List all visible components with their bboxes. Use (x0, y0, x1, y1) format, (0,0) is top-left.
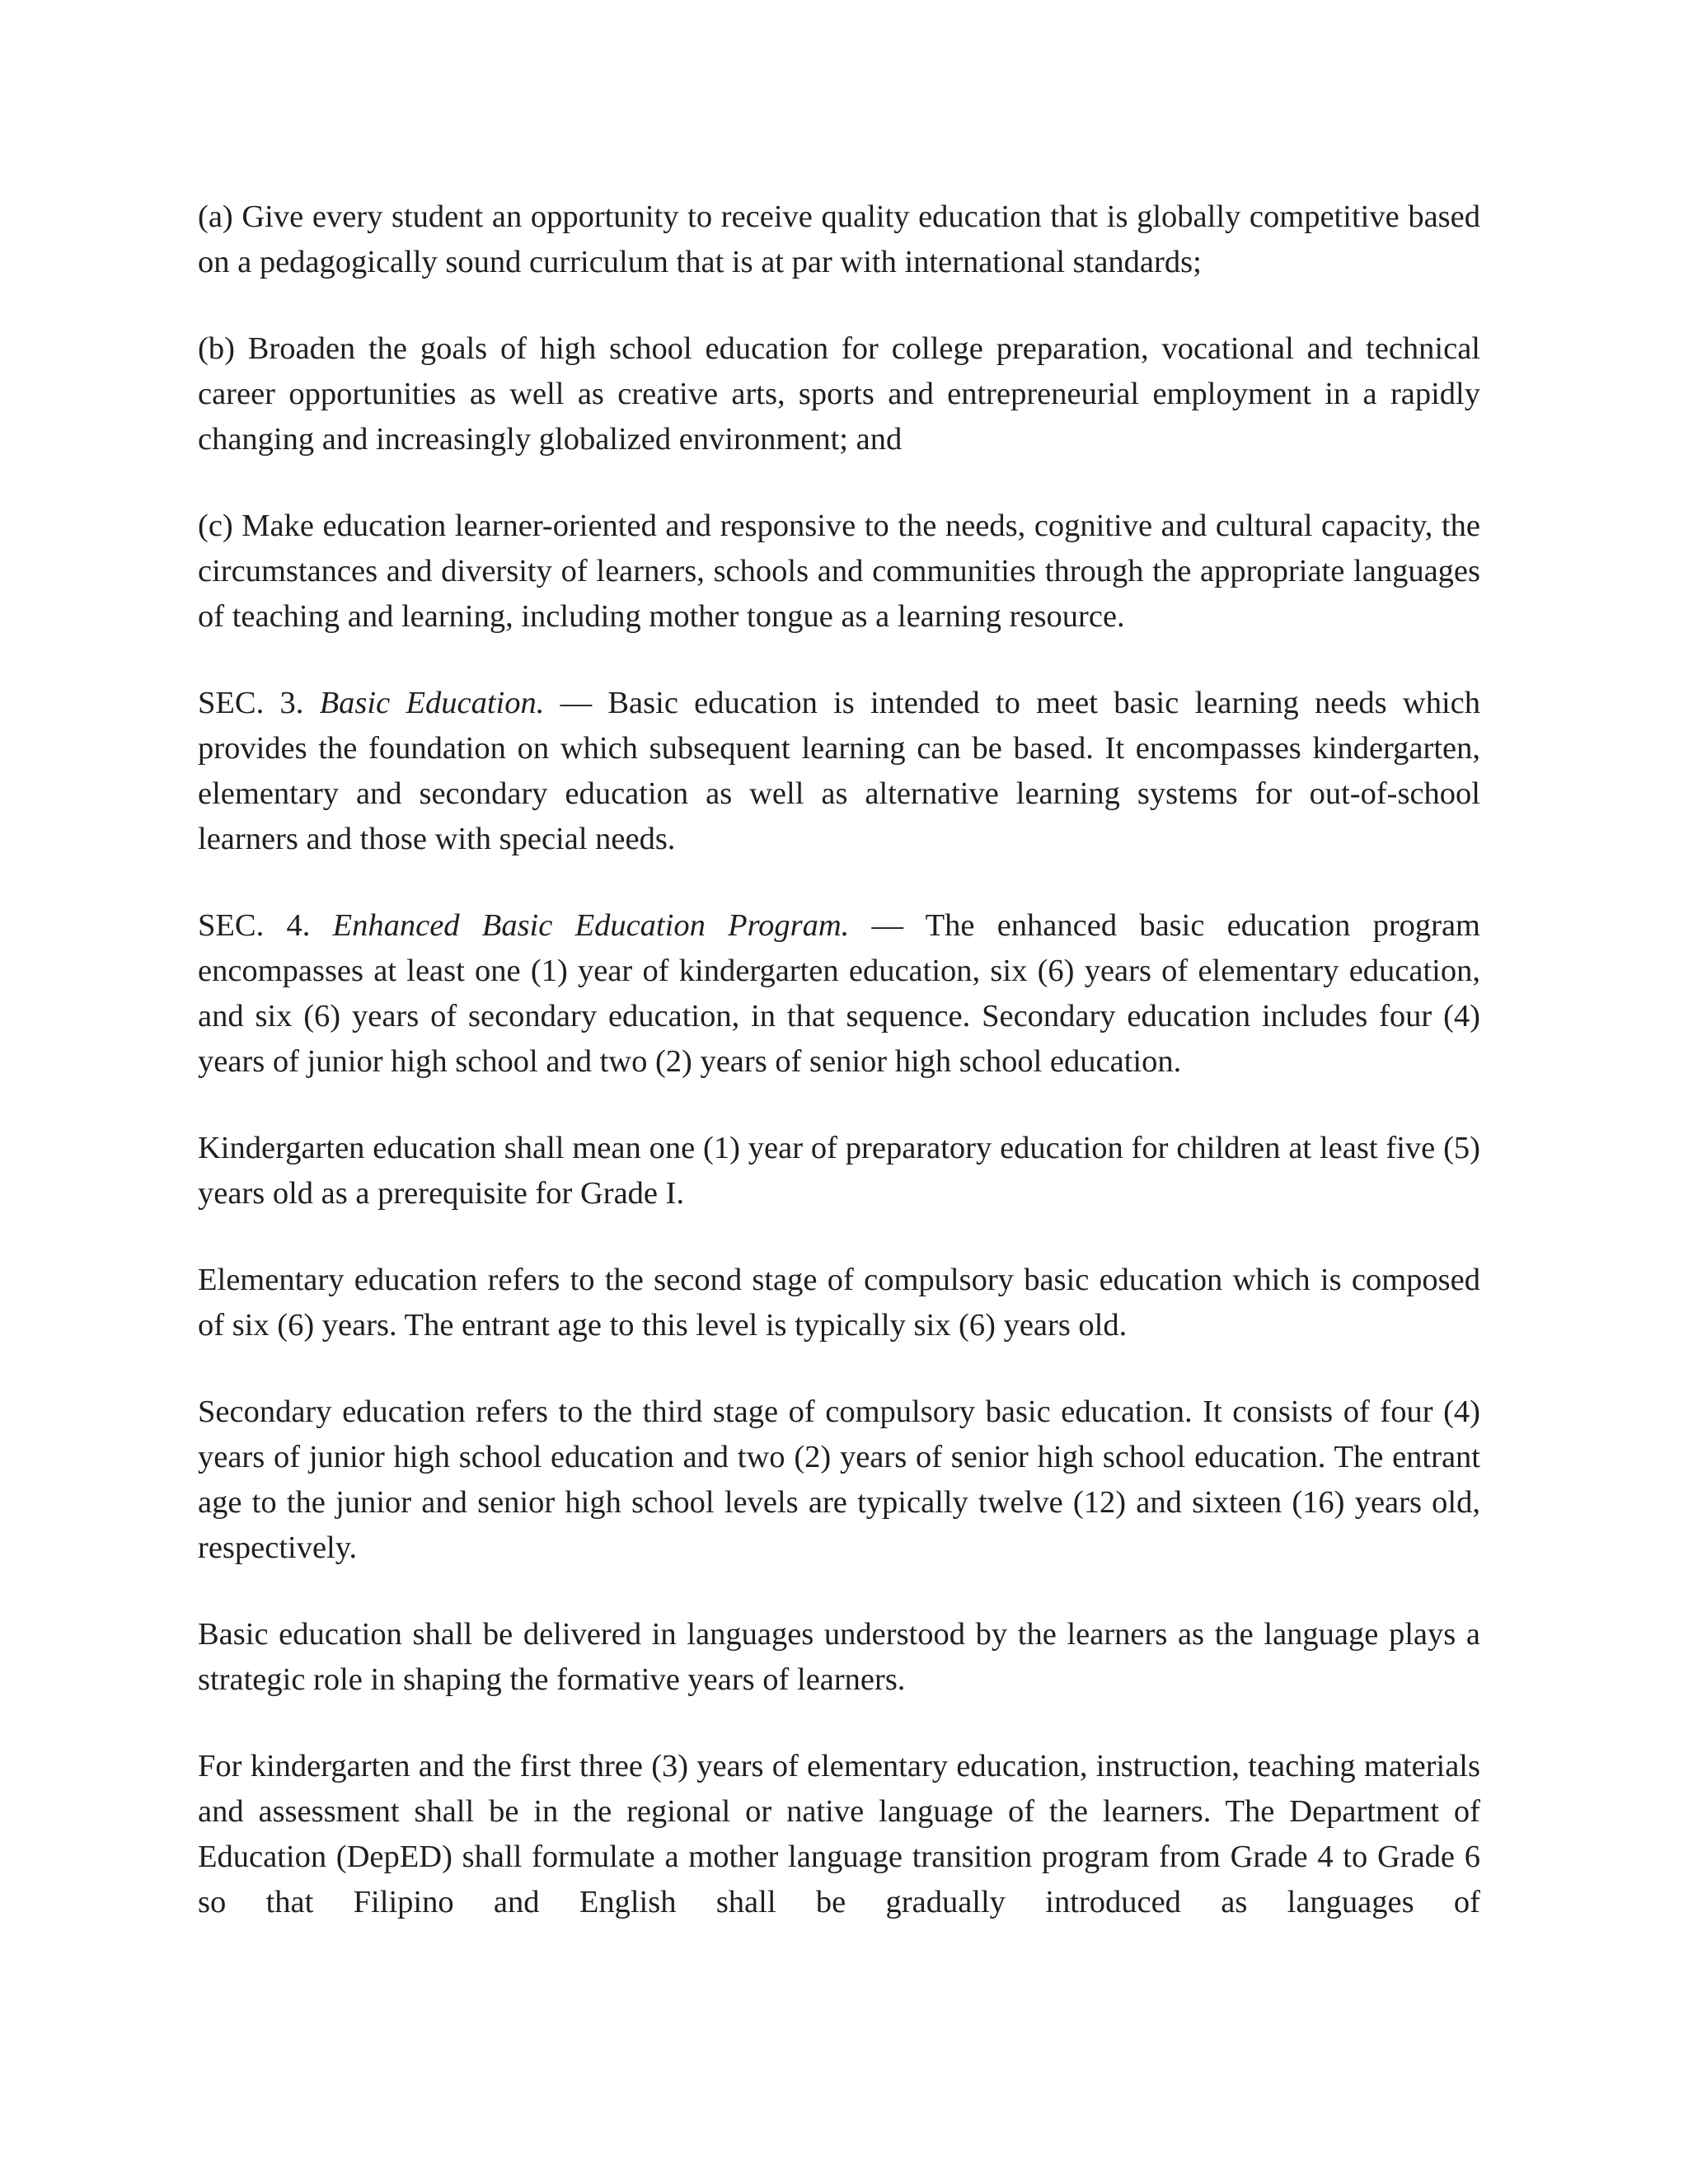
section-3-body: — Basic education is intended to meet basic learning needs which provides the foundation on which subsequent learning can be based. It encompasses kindergarten, elementary and secondary education as well as alternative learning systems for out-of-school learners and those with special needs. (198, 686, 1481, 856)
mother-tongue-paragraph: For kindergarten and the first three (3) years of elementary education, instruction, teaching materials and assessment shall be in the regional or native language of the learners. The Department of Education (DepED) shall formulate a mother language transition program from Grade 4 to Grade 6 so that Filipino and English shall be gradually introduced as languages of (198, 1749, 1480, 1919)
kindergarten-paragraph: Kindergarten education shall mean one (1) year of preparatory education for children at least five (5) years old as a prerequisite for Grade I. (198, 1131, 1480, 1211)
paragraph-c: (c) Make education learner-oriented and responsive to the needs, cognitive and cultural capacity, the circumstances and diversity of learners, schools and communities through the appropriate languages of teaching and learning, including mother tongue as a learning resource. (198, 509, 1480, 634)
section-4-title: Enhanced Basic Education Program. (332, 908, 850, 943)
secondary-paragraph: Secondary education refers to the third stage of compulsory basic education. It consists of four (4) years of junior high school education and two (2) years of senior high school education. The entrant age to the junior and senior high school levels are typically twelve (12) and sixteen (16) years old, respectively. (198, 1394, 1480, 1565)
section-4 (198, 903, 1480, 1085)
paragraph-b: (b) Broaden the goals of high school education for college preparation, vocational and technical career opportunities as well as creative arts, sports and entrepreneurial employment in a rapidly changing and increasingly globalized environment; and (198, 331, 1480, 457)
elementary-paragraph: Elementary education refers to the second stage of compulsory basic education which is composed of six (6) years. The entrant age to this level is typically six (6) years old. (198, 1263, 1480, 1343)
paragraph-a: (a) Give every student an opportunity to receive quality education that is globally competitive based on a pedagogically sound curriculum that is at par with international standards; (198, 199, 1480, 279)
language-paragraph: Basic education shall be delivered in languages understood by the learners as the language plays a strategic role in shaping the formative years of learners. (198, 1617, 1480, 1697)
section-4-prefix: SEC. 4. (198, 908, 333, 943)
section-3-title: Basic Education. (319, 686, 545, 720)
document-body (198, 194, 1480, 1925)
section-3 (198, 681, 1480, 862)
section-4-body: — The enhanced basic education program encompasses at least one (1) year of kindergarten education, six (6) years of elementary education, and six (6) years of secondary education, in that sequence. Secondary education includes four (4) years of junior high school and two (2) years of senior high school education. (198, 908, 1480, 1079)
section-3-prefix: SEC. 3. (198, 686, 320, 720)
